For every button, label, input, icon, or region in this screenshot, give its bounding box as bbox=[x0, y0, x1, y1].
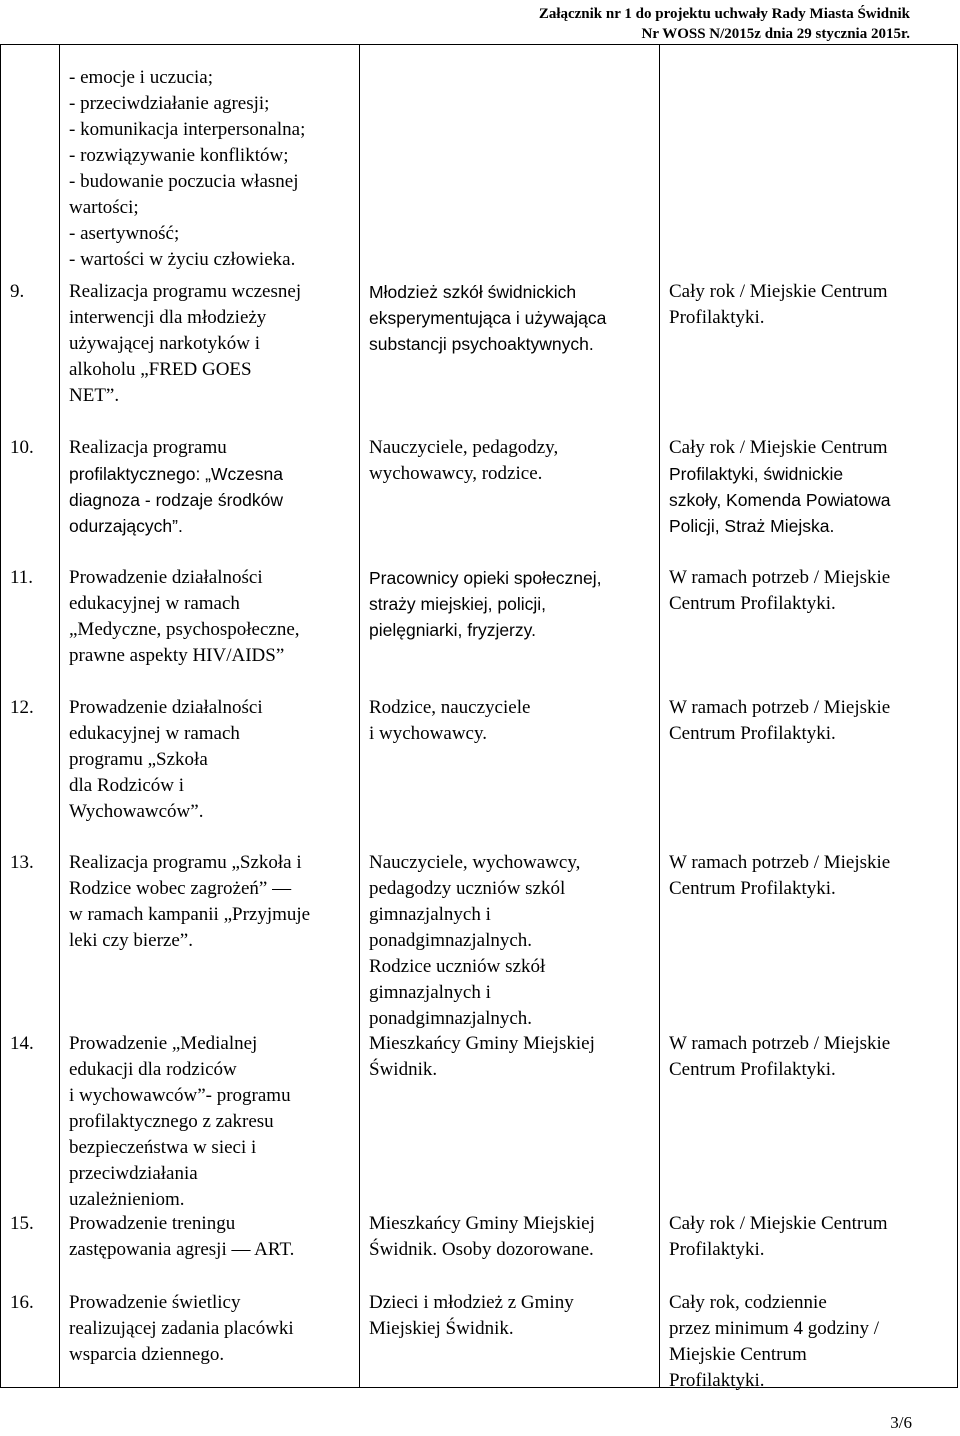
task-line: „Medyczne, psychospołeczne, bbox=[69, 619, 300, 640]
task-line: edukacyjnej w ramach bbox=[69, 723, 240, 744]
term-line: Miejskie Centrum bbox=[669, 1344, 807, 1365]
task-line: prawne aspekty HIV/AIDS” bbox=[69, 645, 285, 666]
target-line: Nauczyciele, wychowawcy, bbox=[369, 852, 581, 873]
term-cell bbox=[669, 435, 939, 539]
target-line: Mieszkańcy Gminy Miejskiej bbox=[369, 1033, 595, 1054]
term-line: W ramach potrzeb / Miejskie bbox=[669, 1033, 891, 1054]
intro-line: - wartości w życiu człowieka. bbox=[69, 249, 296, 270]
task-line: Realizacja programu wczesnej bbox=[69, 281, 302, 302]
term-line: przez minimum 4 godziny / bbox=[669, 1318, 880, 1339]
task-cell bbox=[69, 565, 354, 669]
task-line: Prowadzenie treningu bbox=[69, 1213, 236, 1234]
task-line: profilaktycznego: „Wczesna bbox=[69, 464, 283, 484]
column-divider bbox=[659, 45, 660, 1387]
task-line: bezpieczeństwa w sieci i bbox=[69, 1137, 257, 1158]
target-line: Mieszkańcy Gminy Miejskiej bbox=[369, 1213, 595, 1234]
term-line: Cały rok / Miejskie Centrum bbox=[669, 281, 888, 302]
task-cell bbox=[69, 435, 354, 539]
intro-line: - asertywność; bbox=[69, 223, 180, 244]
term-line: Centrum Profilaktyki. bbox=[669, 878, 836, 899]
task-cell bbox=[69, 65, 354, 273]
term-line: Centrum Profilaktyki. bbox=[669, 723, 836, 744]
target-cell bbox=[369, 695, 654, 747]
target-cell bbox=[369, 435, 654, 487]
intro-line: - rozwiązywanie konfliktów; bbox=[69, 145, 289, 166]
intro-line: wartości; bbox=[69, 197, 139, 218]
term-line: Centrum Profilaktyki. bbox=[669, 593, 836, 614]
row-number: 14. bbox=[10, 1033, 34, 1054]
target-line: Miejskiej Świdnik. bbox=[369, 1318, 514, 1339]
task-cell bbox=[69, 279, 354, 409]
term-cell bbox=[669, 1031, 939, 1083]
target-line: Pracownicy opieki społecznej, bbox=[369, 568, 602, 588]
task-line: interwencji dla młodzieży bbox=[69, 307, 267, 328]
target-line: Świdnik. Osoby dozorowane. bbox=[369, 1239, 594, 1260]
target-line: Dzieci i młodzież z Gminy bbox=[369, 1292, 574, 1313]
row-number: 10. bbox=[10, 437, 34, 458]
term-line: szkoły, Komenda Powiatowa bbox=[669, 490, 891, 510]
target-cell bbox=[369, 1211, 654, 1263]
term-cell bbox=[669, 279, 939, 331]
term-cell bbox=[669, 565, 939, 617]
task-line: w ramach kampanii „Przyjmuje bbox=[69, 904, 311, 925]
task-cell bbox=[69, 695, 354, 825]
term-line: W ramach potrzeb / Miejskie bbox=[669, 852, 891, 873]
header-line-1: Załącznik nr 1 do projektu uchwały Rady Miasta Świdnik bbox=[538, 6, 910, 22]
row-number: 11. bbox=[10, 567, 34, 588]
term-line: W ramach potrzeb / Miejskie bbox=[669, 697, 891, 718]
task-cell bbox=[69, 1290, 354, 1368]
intro-line: - komunikacja interpersonalna; bbox=[69, 119, 306, 140]
target-line: Rodzice uczniów szkół bbox=[369, 956, 546, 977]
page-number: 3/6 bbox=[890, 1413, 912, 1432]
term-line: Cały rok / Miejskie Centrum bbox=[669, 437, 888, 458]
target-line: straży miejskiej, policji, bbox=[369, 594, 546, 614]
term-cell bbox=[669, 1290, 939, 1394]
target-line: Świdnik. bbox=[369, 1059, 438, 1080]
task-line: leki czy bierze”. bbox=[69, 930, 193, 951]
target-line: gimnazjalnych i bbox=[369, 904, 491, 925]
target-line: Rodzice, nauczyciele bbox=[369, 697, 531, 718]
term-line: Cały rok, codziennie bbox=[669, 1292, 827, 1313]
term-line: W ramach potrzeb / Miejskie bbox=[669, 567, 891, 588]
row-number: 16. bbox=[10, 1292, 34, 1313]
task-cell bbox=[69, 1211, 354, 1263]
task-cell bbox=[69, 850, 354, 954]
task-line: dla Rodziców i bbox=[69, 775, 185, 796]
task-line: Prowadzenie „Medialnej bbox=[69, 1033, 258, 1054]
document-header bbox=[539, 4, 910, 44]
term-line: Profilaktyki. bbox=[669, 1370, 765, 1391]
task-line: i wychowawców”- programu bbox=[69, 1085, 291, 1106]
task-line: Prowadzenie świetlicy bbox=[69, 1292, 241, 1313]
term-line: Profilaktyki, świdnickie bbox=[669, 464, 844, 484]
target-line: gimnazjalnych i bbox=[369, 982, 491, 1003]
target-line: pedagodzy uczniów szkól bbox=[369, 878, 566, 899]
target-line: eksperymentująca i używająca bbox=[369, 308, 607, 328]
target-line: i wychowawcy. bbox=[369, 723, 488, 744]
task-line: Rodzice wobec zagrożeń” — bbox=[69, 878, 292, 899]
row-number: 12. bbox=[10, 697, 34, 718]
row-number: 13. bbox=[10, 852, 34, 873]
task-line: realizującej zadania placówki bbox=[69, 1318, 294, 1339]
target-line: ponadgimnazjalnych. bbox=[369, 1008, 533, 1029]
column-divider bbox=[359, 45, 360, 1387]
intro-line: - przeciwdziałanie agresji; bbox=[69, 93, 270, 114]
target-line: ponadgimnazjalnych. bbox=[369, 930, 533, 951]
target-line: substancji psychoaktywnych. bbox=[369, 334, 594, 354]
task-line: przeciwdziałania bbox=[69, 1163, 198, 1184]
task-line: edukacji dla rodziców bbox=[69, 1059, 237, 1080]
task-line: odurzających”. bbox=[69, 516, 183, 536]
task-line: alkoholu „FRED GOES bbox=[69, 359, 252, 380]
term-cell bbox=[669, 1211, 939, 1263]
term-line: Centrum Profilaktyki. bbox=[669, 1059, 836, 1080]
program-table bbox=[0, 44, 958, 1391]
task-line: Realizacja programu bbox=[69, 437, 227, 458]
target-cell bbox=[369, 850, 654, 1032]
target-cell bbox=[369, 1031, 654, 1083]
task-line: Prowadzenie działalności bbox=[69, 567, 263, 588]
target-line: pielęgniarki, fryzjerzy. bbox=[369, 620, 536, 640]
term-line: Policji, Straż Miejska. bbox=[669, 516, 835, 536]
intro-line: - budowanie poczucia własnej bbox=[69, 171, 299, 192]
task-line: NET”. bbox=[69, 385, 120, 406]
task-line: programu „Szkoła bbox=[69, 749, 208, 770]
task-line: Prowadzenie działalności bbox=[69, 697, 263, 718]
task-line: uzależnieniom. bbox=[69, 1189, 185, 1210]
task-line: wsparcia dziennego. bbox=[69, 1344, 225, 1365]
term-line: Cały rok / Miejskie Centrum bbox=[669, 1213, 888, 1234]
term-cell bbox=[669, 850, 939, 902]
term-line: Profilaktyki. bbox=[669, 1239, 765, 1260]
target-cell bbox=[369, 565, 654, 643]
task-line: Wychowawców”. bbox=[69, 801, 204, 822]
row-number: 9. bbox=[10, 281, 25, 302]
task-line: używającej narkotyków i bbox=[69, 333, 260, 354]
target-line: Młodzież szkół świdnickich bbox=[369, 282, 577, 302]
row-number: 15. bbox=[10, 1213, 34, 1234]
term-line: Profilaktyki. bbox=[669, 307, 765, 328]
task-line: profilaktycznego z zakresu bbox=[69, 1111, 274, 1132]
target-line: Nauczyciele, pedagodzy, bbox=[369, 437, 559, 458]
header-line-2: Nr WOSS N/2015z dnia 29 stycznia 2015r. bbox=[641, 26, 910, 42]
task-line: diagnoza - rodzaje środków bbox=[69, 490, 284, 510]
task-line: Realizacja programu „Szkoła i bbox=[69, 852, 302, 873]
term-cell bbox=[669, 695, 939, 747]
task-line: edukacyjnej w ramach bbox=[69, 593, 240, 614]
task-line: zastępowania agresji — ART. bbox=[69, 1239, 295, 1260]
target-line: wychowawcy, rodzice. bbox=[369, 463, 543, 484]
intro-line: - emocje i uczucia; bbox=[69, 67, 214, 88]
target-cell bbox=[369, 1290, 654, 1342]
task-cell bbox=[69, 1031, 354, 1213]
target-cell bbox=[369, 279, 654, 357]
